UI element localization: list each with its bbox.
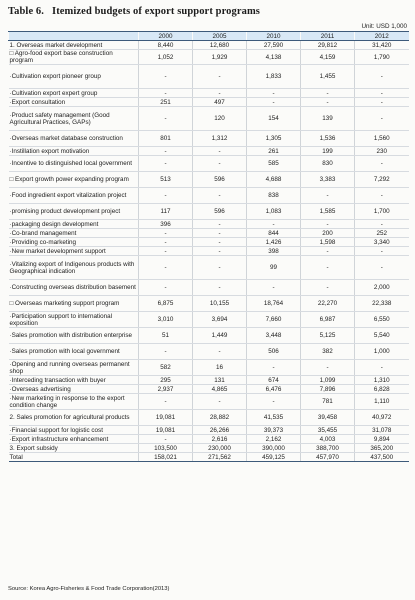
cell-value: 200 (301, 229, 355, 238)
row-label: ·packaging design development (9, 220, 139, 229)
table-row (9, 444, 409, 453)
cell-value: - (139, 147, 193, 156)
cell-value: 457,970 (301, 453, 355, 462)
cell-value: - (301, 89, 355, 98)
cell-value: 103,500 (139, 444, 193, 453)
row-label: ·New marketing in response to the export condition change (9, 394, 139, 410)
table-row (9, 376, 409, 385)
cell-value: 31,078 (355, 426, 409, 435)
cell-value: - (139, 344, 193, 360)
table-number: Table 6. (8, 6, 45, 17)
cell-value: 1,426 (247, 238, 301, 247)
table-row (9, 65, 409, 89)
table-row (9, 156, 409, 172)
column-header (9, 32, 139, 41)
cell-value: - (355, 65, 409, 89)
cell-value: 7,660 (247, 312, 301, 328)
column-header: 2000 (139, 32, 193, 41)
cell-value: 4,688 (247, 172, 301, 188)
table-row (9, 188, 409, 204)
cell-value: - (247, 98, 301, 107)
cell-value: 230,000 (193, 444, 247, 453)
cell-value: - (139, 394, 193, 410)
cell-value: 26,266 (193, 426, 247, 435)
cell-value: - (193, 156, 247, 172)
column-header: 2010 (247, 32, 301, 41)
cell-value: - (193, 147, 247, 156)
cell-value: 6,476 (247, 385, 301, 394)
table-row (9, 426, 409, 435)
cell-value: 139 (301, 107, 355, 131)
cell-value: - (139, 89, 193, 98)
cell-value: 388,700 (301, 444, 355, 453)
table-row (9, 312, 409, 328)
unit-label: Unit: USD 1,000 (361, 23, 407, 30)
row-label: ·Overseas advertising (9, 385, 139, 394)
table-row (9, 247, 409, 256)
row-label: ·Incentive to distinguished local government (9, 156, 139, 172)
cell-value: 596 (193, 172, 247, 188)
cell-value: 1,700 (355, 204, 409, 220)
row-label: □ Overseas marketing support program (9, 296, 139, 312)
row-label: 1. Overseas market development (9, 41, 139, 50)
cell-value: 8,440 (139, 41, 193, 50)
cell-value: 7,292 (355, 172, 409, 188)
cell-value: 18,764 (247, 296, 301, 312)
cell-value: 5,125 (301, 328, 355, 344)
cell-value: 4,138 (247, 50, 301, 65)
table-row (9, 172, 409, 188)
cell-value: 513 (139, 172, 193, 188)
cell-value: 1,099 (301, 376, 355, 385)
cell-value: 16 (193, 360, 247, 376)
cell-value: - (247, 360, 301, 376)
table-row (9, 410, 409, 426)
cell-value: - (139, 65, 193, 89)
row-label: ·Export infrastructure enhancement (9, 435, 139, 444)
table-row (9, 107, 409, 131)
cell-value: - (301, 360, 355, 376)
table-row (9, 435, 409, 444)
cell-value: - (247, 89, 301, 98)
cell-value: 459,125 (247, 453, 301, 462)
cell-value: 1,000 (355, 344, 409, 360)
table-row (9, 394, 409, 410)
row-label: ·Co-brand management (9, 229, 139, 238)
cell-value: 28,882 (193, 410, 247, 426)
source-note: Source: Korea Agro-Fisheries & Food Trade Corporation(2013) (8, 586, 170, 592)
cell-value: - (301, 280, 355, 296)
cell-value: - (355, 107, 409, 131)
cell-value: 261 (247, 147, 301, 156)
table-row (9, 220, 409, 229)
cell-value: 596 (193, 204, 247, 220)
cell-value: 390,000 (247, 444, 301, 453)
cell-value: 382 (301, 344, 355, 360)
table-row (9, 98, 409, 107)
cell-value: - (247, 280, 301, 296)
cell-value: 4,865 (193, 385, 247, 394)
table-row (9, 131, 409, 147)
cell-value: 3,694 (193, 312, 247, 328)
cell-value: 1,560 (355, 131, 409, 147)
cell-value: 1,585 (301, 204, 355, 220)
cell-value: - (193, 238, 247, 247)
cell-value: - (193, 344, 247, 360)
cell-value: 801 (139, 131, 193, 147)
cell-value: - (193, 89, 247, 98)
row-label: ·Cultivation export expert group (9, 89, 139, 98)
cell-value: 830 (301, 156, 355, 172)
cell-value: 154 (247, 107, 301, 131)
cell-value: 3,010 (139, 312, 193, 328)
cell-value: 6,828 (355, 385, 409, 394)
cell-value: 582 (139, 360, 193, 376)
row-label: ·Providing co-marketing (9, 238, 139, 247)
cell-value: 39,373 (247, 426, 301, 435)
cell-value: 27,590 (247, 41, 301, 50)
cell-value: 1,833 (247, 65, 301, 89)
cell-value: - (247, 220, 301, 229)
cell-value: 1,536 (301, 131, 355, 147)
cell-value: 1,598 (301, 238, 355, 247)
cell-value: - (139, 107, 193, 131)
cell-value: - (301, 188, 355, 204)
cell-value: 199 (301, 147, 355, 156)
cell-value: 19,081 (139, 426, 193, 435)
table-row (9, 238, 409, 247)
cell-value: - (139, 280, 193, 296)
row-label: ·Vitalizing export of Indigenous products with Geographical indication (9, 256, 139, 280)
cell-value: - (193, 188, 247, 204)
cell-value: - (139, 156, 193, 172)
cell-value: - (139, 238, 193, 247)
row-label: ·Sales promotion with distribution enterprise (9, 328, 139, 344)
cell-value: - (355, 360, 409, 376)
table-title (8, 6, 260, 17)
table-row (9, 256, 409, 280)
row-label: Total (9, 453, 139, 462)
table-body (9, 41, 409, 462)
budget-table (8, 31, 409, 462)
cell-value: 9,894 (355, 435, 409, 444)
cell-value: - (193, 220, 247, 229)
cell-value: 35,455 (301, 426, 355, 435)
cell-value: - (355, 220, 409, 229)
row-label: 2. Sales promotion for agricultural products (9, 410, 139, 426)
row-label: 3. Export subsidy (9, 444, 139, 453)
table-row (9, 229, 409, 238)
table-row (9, 344, 409, 360)
table-row (9, 41, 409, 50)
cell-value: 295 (139, 376, 193, 385)
cell-value: 131 (193, 376, 247, 385)
cell-value: 497 (193, 98, 247, 107)
cell-value: - (355, 188, 409, 204)
cell-value: 365,200 (355, 444, 409, 453)
cell-value: - (301, 98, 355, 107)
cell-value: 1,455 (301, 65, 355, 89)
cell-value: 398 (247, 247, 301, 256)
cell-value: 31,420 (355, 41, 409, 50)
cell-value: 2,162 (247, 435, 301, 444)
cell-value: 3,383 (301, 172, 355, 188)
cell-value: 22,338 (355, 296, 409, 312)
cell-value: - (193, 65, 247, 89)
cell-value: 117 (139, 204, 193, 220)
cell-value: 4,159 (301, 50, 355, 65)
row-label: ·Overseas market database construction (9, 131, 139, 147)
cell-value: 4,003 (301, 435, 355, 444)
cell-value: 39,458 (301, 410, 355, 426)
cell-value: 437,500 (355, 453, 409, 462)
cell-value: - (301, 247, 355, 256)
cell-value: 3,448 (247, 328, 301, 344)
cell-value: 271,562 (193, 453, 247, 462)
cell-value: 12,680 (193, 41, 247, 50)
cell-value: - (139, 188, 193, 204)
cell-value: - (355, 98, 409, 107)
cell-value: 838 (247, 188, 301, 204)
row-label: ·promising product development project (9, 204, 139, 220)
cell-value: 1,310 (355, 376, 409, 385)
row-label: ·Interceding transaction with buyer (9, 376, 139, 385)
cell-value: 1,790 (355, 50, 409, 65)
table-row (9, 385, 409, 394)
row-label: ·Sales promotion with local government (9, 344, 139, 360)
cell-value: - (301, 220, 355, 229)
row-label: ·Product safety management (Good Agricultural Practices, GAPs) (9, 107, 139, 131)
row-label: ·Export consultation (9, 98, 139, 107)
cell-value: - (193, 394, 247, 410)
cell-value: - (193, 280, 247, 296)
cell-value: 51 (139, 328, 193, 344)
row-label: ·Constructing overseas distribution basement (9, 280, 139, 296)
column-header: 2012 (355, 32, 409, 41)
row-label: □ Export growth power expanding program (9, 172, 139, 188)
cell-value: - (301, 256, 355, 280)
cell-value: 6,987 (301, 312, 355, 328)
cell-value: - (355, 247, 409, 256)
cell-value: 396 (139, 220, 193, 229)
row-label: ·Participation support to international exposition (9, 312, 139, 328)
column-header: 2005 (193, 32, 247, 41)
cell-value: 844 (247, 229, 301, 238)
cell-value: 1,052 (139, 50, 193, 65)
cell-value: 158,021 (139, 453, 193, 462)
cell-value: 2,616 (193, 435, 247, 444)
cell-value: 29,812 (301, 41, 355, 50)
cell-value: 1,449 (193, 328, 247, 344)
cell-value: - (193, 229, 247, 238)
cell-value: 5,540 (355, 328, 409, 344)
table-row (9, 328, 409, 344)
table-row (9, 89, 409, 98)
cell-value: 506 (247, 344, 301, 360)
cell-value: 6,875 (139, 296, 193, 312)
cell-value: - (355, 89, 409, 98)
cell-value: 120 (193, 107, 247, 131)
cell-value: 252 (355, 229, 409, 238)
cell-value: 1,312 (193, 131, 247, 147)
cell-value: 1,110 (355, 394, 409, 410)
cell-value: 41,535 (247, 410, 301, 426)
cell-value: - (355, 156, 409, 172)
cell-value: - (139, 256, 193, 280)
row-label: ·Instillation export motivation (9, 147, 139, 156)
cell-value: 7,896 (301, 385, 355, 394)
cell-value: 99 (247, 256, 301, 280)
cell-value: - (247, 394, 301, 410)
cell-value: 10,155 (193, 296, 247, 312)
cell-value: 2,937 (139, 385, 193, 394)
cell-value: - (193, 247, 247, 256)
table-row (9, 204, 409, 220)
cell-value: 674 (247, 376, 301, 385)
cell-value: 40,972 (355, 410, 409, 426)
cell-value: 3,340 (355, 238, 409, 247)
cell-value: 251 (139, 98, 193, 107)
cell-value: 19,081 (139, 410, 193, 426)
table-row (9, 50, 409, 65)
table-row (9, 360, 409, 376)
table-row (9, 453, 409, 462)
cell-value: 781 (301, 394, 355, 410)
table-row (9, 296, 409, 312)
cell-value: - (139, 247, 193, 256)
cell-value: 2,000 (355, 280, 409, 296)
row-label: □ Agro-food export base construction program (9, 50, 139, 65)
cell-value: 1,305 (247, 131, 301, 147)
table-row (9, 147, 409, 156)
cell-value: 585 (247, 156, 301, 172)
row-label: ·Financial support for logistic cost (9, 426, 139, 435)
column-header: 2011 (301, 32, 355, 41)
cell-value: - (355, 256, 409, 280)
cell-value: 22,270 (301, 296, 355, 312)
table-header-row (9, 32, 409, 41)
cell-value: 230 (355, 147, 409, 156)
row-label: ·Food ingredient export vitalization project (9, 188, 139, 204)
cell-value: 1,083 (247, 204, 301, 220)
row-label: ·Opening and running overseas permanent shop (9, 360, 139, 376)
row-label: ·New market development support (9, 247, 139, 256)
cell-value: - (193, 256, 247, 280)
cell-value: - (139, 435, 193, 444)
cell-value: 1,929 (193, 50, 247, 65)
cell-value: - (139, 229, 193, 238)
table-row (9, 280, 409, 296)
cell-value: 6,550 (355, 312, 409, 328)
table-title-text: Itemized budgets of export support programs (52, 6, 260, 17)
row-label: ·Cultivation export pioneer group (9, 65, 139, 89)
